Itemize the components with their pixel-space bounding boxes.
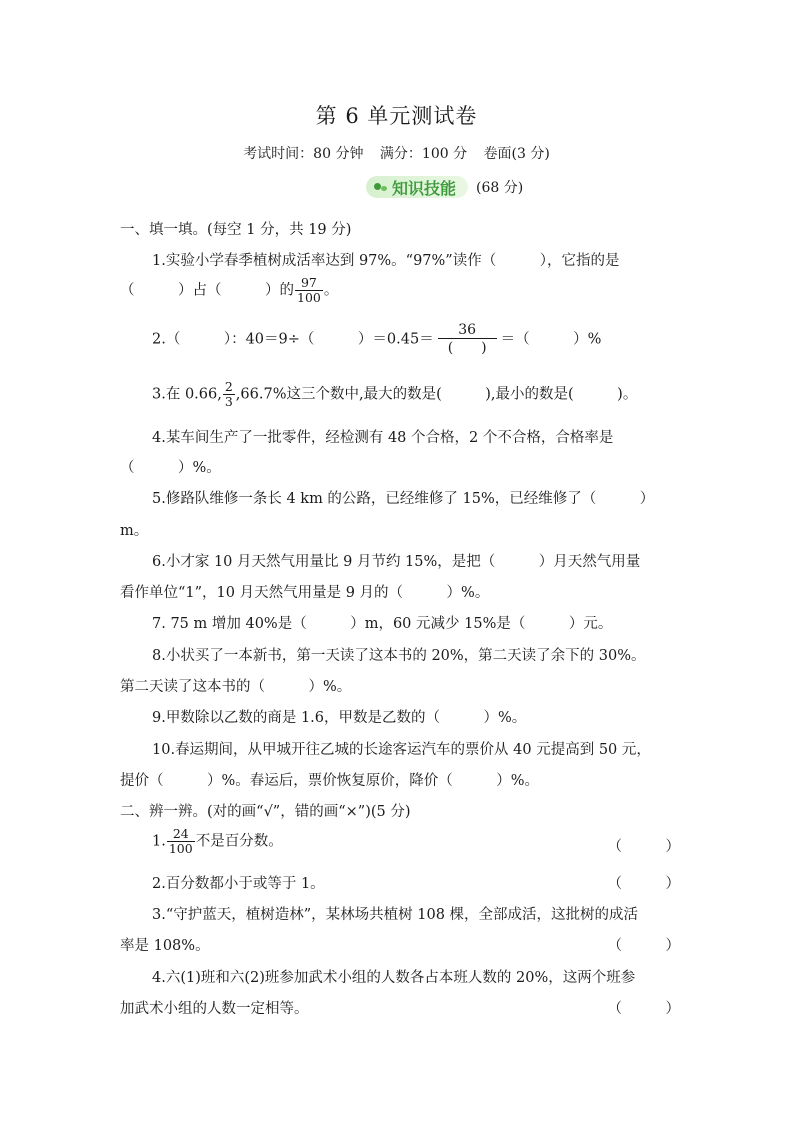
j1-answer-parens[interactable]: （ ） — [607, 839, 680, 855]
part1-heading: 一、填一填。(每空 1 分，共 19 分) — [120, 222, 352, 238]
q1-line1: 1.实验小学春季植树成活率达到 97%。“97%”读作（ ），它指的是 — [152, 253, 620, 269]
section-badge-label: 知识技能 — [392, 178, 457, 198]
j2-answer-parens[interactable]: （ ） — [607, 876, 680, 892]
section-badge — [366, 176, 523, 198]
j1-fraction-num: 24 — [172, 826, 189, 841]
q3-text-pre: 3.在 0.66, — [152, 386, 222, 403]
q3-fraction — [223, 380, 235, 409]
q2-fraction — [438, 322, 497, 357]
exam-meta — [0, 143, 793, 163]
q10-line2: 提价（ ）%。春运后，票价恢复原价，降价（ ）%。 — [120, 773, 540, 789]
j3-text: 率是 108%。 — [120, 938, 210, 954]
j2-text: 2.百分数都小于或等于 1。 — [152, 876, 325, 892]
q5-line2: m。 — [120, 523, 149, 539]
j1-fraction-den: 100 — [168, 841, 193, 856]
section-badge-pill — [366, 176, 468, 198]
q5-line1: 5.修路队维修一条长 4 km 的公路，已经维修了 15%，已经维修了（ ） — [152, 491, 655, 507]
q2-text-pre: 2.（ ）：40＝9÷（ ）＝0.45＝ — [152, 331, 434, 348]
q2-fraction-den: ( ) — [438, 338, 497, 357]
j4-line1: 4.六(1)班和六(2)班参加武术小组的人数各占本班人数的 20%，这两个班参 — [152, 970, 636, 986]
q1-line2-end: 。 — [323, 282, 339, 299]
q9-line: 9.甲数除以乙数的商是 1.6，甲数是乙数的（ ）%。 — [152, 710, 527, 726]
q3-text-post: ,66.7%这三个数中,最大的数是( ),最小的数是( )。 — [235, 386, 638, 403]
exam-full-score: 满分：100 分 — [379, 146, 468, 162]
q6-line1: 6.小才家 10 月天然气用量比 9 月节约 15%，是把（ ）月天然气用量 — [152, 554, 641, 570]
q1-line2-text: （ ）占（ ）的 — [120, 282, 294, 299]
section-badge-score: (68 分) — [476, 180, 524, 196]
exam-neatness-score: 卷面(3 分) — [483, 146, 550, 162]
q4-line1: 4.某车间生产了一批零件，经检测有 48 个合格，2 个不合格，合格率是 — [152, 430, 614, 446]
j4-line2 — [120, 997, 680, 1018]
j3-line1: 3.“守护蓝天，植树造林”，某林场共植树 108 棵，全部成活，这批树的成活 — [152, 907, 639, 923]
q1-fraction — [295, 276, 323, 305]
exam-time: 考试时间：80 分钟 — [243, 146, 364, 162]
q2-line — [152, 322, 680, 357]
page-title: 第 6 单元测试卷 — [315, 104, 478, 128]
j1-text-post: 不是百分数。 — [195, 833, 283, 850]
j1-line — [152, 827, 680, 856]
j1-text-pre: 1. — [152, 833, 166, 850]
q3-fraction-den: 3 — [224, 394, 233, 409]
q1-fraction-den: 100 — [297, 290, 321, 305]
j4-answer-parens[interactable]: （ ） — [607, 1001, 680, 1017]
q10-line1: 10.春运期间，从甲城开往乙城的长途客运汽车的票价从 40 元提高到 50 元， — [152, 742, 651, 758]
q2-text-post: ＝（ ）% — [500, 331, 602, 348]
q2-fraction-num: 36 — [458, 322, 477, 338]
q1-line2 — [120, 276, 680, 305]
q6-line2: 看作单位“1”，10 月天然气用量是 9 月的（ ）%。 — [120, 585, 490, 601]
q7-line: 7. 75 m 增加 40%是（ ）m，60 元减少 15%是（ ）元。 — [152, 616, 613, 632]
j4-text: 加武术小组的人数一定相等。 — [120, 1001, 309, 1017]
dots-icon — [374, 181, 388, 193]
j3-line2 — [120, 934, 680, 955]
q1-fraction-num: 97 — [300, 275, 317, 290]
j2-line — [152, 872, 680, 893]
j3-answer-parens[interactable]: （ ） — [607, 938, 680, 954]
q8-line2: 第二天读了这本书的（ ）%。 — [120, 679, 352, 695]
q8-line1: 8.小状买了一本新书，第一天读了这本书的 20%，第二天读了余下的 30%。 — [152, 648, 646, 664]
q3-line — [152, 380, 680, 409]
q3-fraction-num: 2 — [224, 379, 233, 394]
j1-fraction — [167, 827, 195, 856]
q4-line2: （ ）%。 — [120, 460, 221, 476]
part2-heading: 二、辨一辨。(对的画“√”，错的画“×”)(5 分) — [120, 804, 411, 820]
